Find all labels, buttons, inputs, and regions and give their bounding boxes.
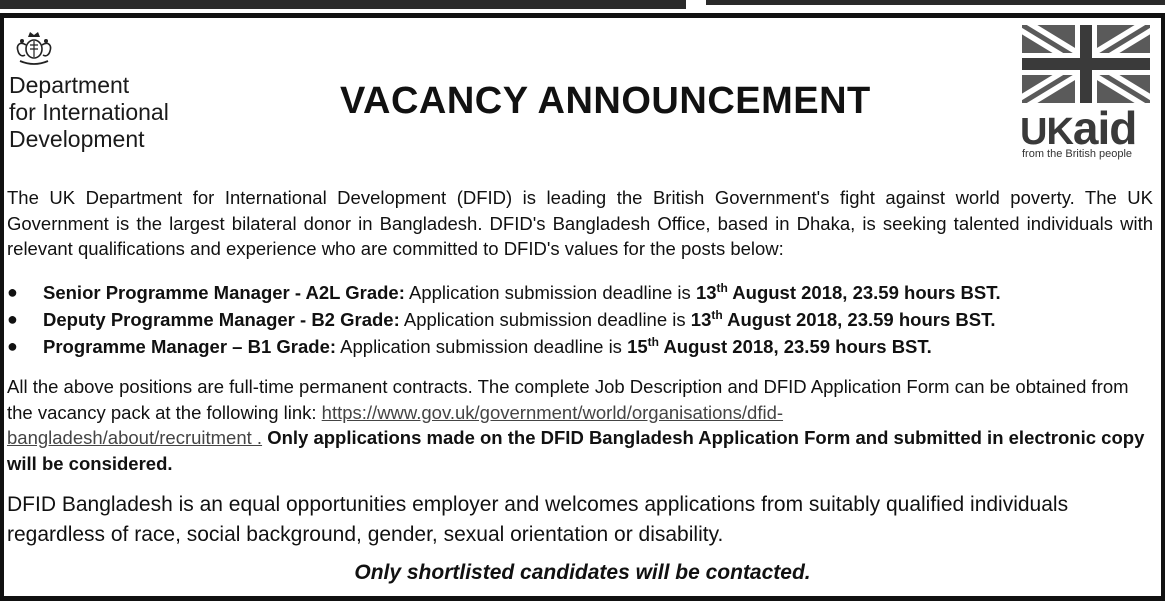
closing-note: Only shortlisted candidates will be contacted. bbox=[354, 561, 811, 584]
bullet-icon: ● bbox=[7, 309, 18, 329]
union-flag-icon bbox=[1022, 25, 1150, 103]
deadline-text: Application submission deadline is bbox=[336, 336, 628, 357]
bullet-icon: ● bbox=[7, 282, 18, 302]
department-line: Department bbox=[9, 72, 130, 98]
page-title: VACANCY ANNOUNCEMENT bbox=[340, 80, 871, 122]
ukaid-uk: UK bbox=[1020, 111, 1073, 153]
equal-opportunity-paragraph: DFID Bangladesh is an equal opportunities employer and welcomes applications from suitably qualified individuals regardless of race, social background, gender, sexual orientation or disability. bbox=[7, 493, 1069, 546]
application-note: Only applications made on the DFID Bangladesh Application Form and submitted in electronic copy will be considered. bbox=[7, 427, 1145, 474]
recruitment-link-part[interactable]: https://www.gov.uk/government/world/organisations/dfid- bbox=[321, 401, 784, 423]
top-rule-left bbox=[0, 0, 686, 9]
deadline-ordinal: th bbox=[711, 307, 723, 322]
ukaid-aid: aid bbox=[1072, 102, 1137, 154]
deadline-day: 13 bbox=[695, 282, 717, 303]
position-title: Senior Programme Manager - A2L Grade: bbox=[43, 282, 405, 303]
position-title: Deputy Programme Manager - B2 Grade: bbox=[43, 309, 400, 330]
deadline-day: 15 bbox=[627, 336, 648, 357]
deadline-text: Application submission deadline is bbox=[404, 282, 696, 303]
top-rule-right bbox=[706, 0, 1165, 5]
details-text: All the above positions are full-time permanent contracts. The complete Job Description and DFID Application Form can be obtained from the vacancy pack at the following link: bbox=[7, 376, 1129, 423]
deadline-day: 13 bbox=[690, 309, 712, 330]
recruitment-link-part[interactable]: bangladesh/about/recruitment . bbox=[7, 427, 263, 448]
department-name bbox=[9, 72, 169, 153]
details-paragraph bbox=[7, 374, 1153, 476]
list-item bbox=[7, 306, 1153, 333]
bullet-icon: ● bbox=[7, 336, 18, 356]
ukaid-tagline: from the British people bbox=[1022, 148, 1133, 160]
intro-paragraph: The UK Department for International Development (DFID) is leading the British Government's fight against world poverty. The UK Government is the largest bilateral donor in Bangladesh. DFID's Bangladesh Office, based in Dhaka, is seeking talented individuals with relevant qualifications and experience who are committed to DFID's values for the posts below: bbox=[7, 187, 1153, 259]
department-line: Development bbox=[9, 126, 145, 152]
department-line: for International bbox=[9, 99, 169, 125]
position-title: Programme Manager – B1 Grade: bbox=[43, 336, 337, 357]
deadline-ordinal: th bbox=[716, 280, 728, 295]
deadline-date: August 2018, 23.59 hours BST. bbox=[722, 309, 996, 330]
deadline-date: August 2018, 23.59 hours BST. bbox=[727, 282, 1001, 303]
deadline-date: August 2018, 23.59 hours BST. bbox=[658, 336, 932, 357]
deadline-text: Application submission deadline is bbox=[399, 309, 691, 330]
list-item bbox=[7, 279, 1153, 306]
royal-crest-icon bbox=[10, 27, 58, 67]
ukaid-logo bbox=[1018, 25, 1154, 165]
list-item bbox=[7, 333, 1153, 360]
positions-list bbox=[7, 279, 1153, 360]
deadline-ordinal: th bbox=[647, 334, 659, 349]
